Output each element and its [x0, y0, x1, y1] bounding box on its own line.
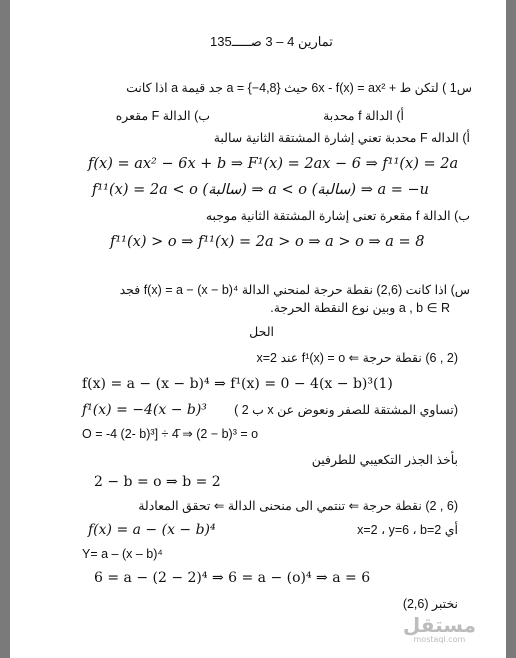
solution-step-5: بأخذ الجذر التكعيبي للطرفين	[311, 453, 458, 467]
solution-step-3-math: f¹(x) = −4(x − b)³	[82, 402, 207, 418]
q1-equation-1: f(x) = ax² − 6x + b ⇒ F¹(x) = 2ax − 6 ⇒ f¹¹(x) = 2a	[88, 156, 459, 172]
solution-step-2: f(x) = a − (x − b)⁴ ⇒ f¹(x) = 0 − 4(x − b)³(1)	[82, 376, 393, 392]
q1-equation-3: f¹¹(x) > o ⇒ f¹¹(x) = 2a > o ⇒ a > o ⇒ a = 8	[110, 234, 425, 250]
q1-statement: س1 ) لتكن ط + 6x - f(x) = ax² حيث a = {−4,8} جد قيمة a اذا كانت	[126, 81, 472, 95]
solution-step-10: 6 = a − (2 − 2)⁴ ⇒ 6 = a − (o)⁴ ⇒ a = 6	[94, 570, 371, 586]
q1-part-b-text: ب) الدالة f مقعرة تعنى إشارة المشتقة الثانية موجبه	[205, 209, 470, 223]
solution-step-8-text: أي x=2 ، y=6 ، b=2	[357, 523, 458, 537]
solution-step-11: نختبر (2,6)	[402, 597, 458, 611]
solution-step-8-math: f(x) = a − (x − b)⁴	[88, 522, 216, 538]
q1-option-b: ب) الدالة F مقعره	[115, 109, 210, 123]
watermark-arabic: مستقل	[402, 613, 476, 637]
q1-equation-2: f¹¹(x) = 2a < o (سالبة) ⇒ a < o (سالبة) ⇒ a = −u	[92, 182, 429, 198]
q1-part-a-text: أ) الداله F محدبة تعني إشارة المشتقة الثانية سالبة	[213, 131, 470, 145]
solution-step-4: O = -4 (2- b)³] ÷ 4̄ ⇒ (2 − b)³ = o	[82, 427, 259, 441]
q2-statement: س) اذا كانت (2,6) نقطة حرجة لمنحني الدالة f(x) = a − (x − b)⁴ فجد	[119, 283, 470, 297]
mostaql-watermark	[403, 615, 476, 644]
solution-step-9: Y= a – (x – b)⁴	[82, 547, 163, 561]
solution-label: الحل	[249, 325, 274, 339]
solution-step-3-text: (تساوي المشتقة للصفر ونعوض عن x ب 2 )	[234, 403, 458, 417]
solution-step-1: (2 , 6) نقطة حرجة ⇐ f¹(x) = o عند x=2	[256, 351, 458, 365]
q2-statement-line2: a , b ∈ R وبين نوع النقطة الحرجة.	[270, 301, 450, 315]
solution-step-6: 2 − b = o ⇒ b = 2	[94, 474, 221, 490]
document-page	[10, 0, 506, 658]
solution-step-7: (6 , 2) نقطة حرجة ⇐ تنتمي الى منحنى الدالة ⇐ تحقق المعادلة	[138, 499, 458, 513]
q1-option-a: أ) الدالة f محدبة	[323, 109, 404, 123]
watermark-latin: mostaql.com	[413, 635, 466, 644]
header-title: 135تمارين 4 – 3 صـــــ	[210, 34, 333, 49]
